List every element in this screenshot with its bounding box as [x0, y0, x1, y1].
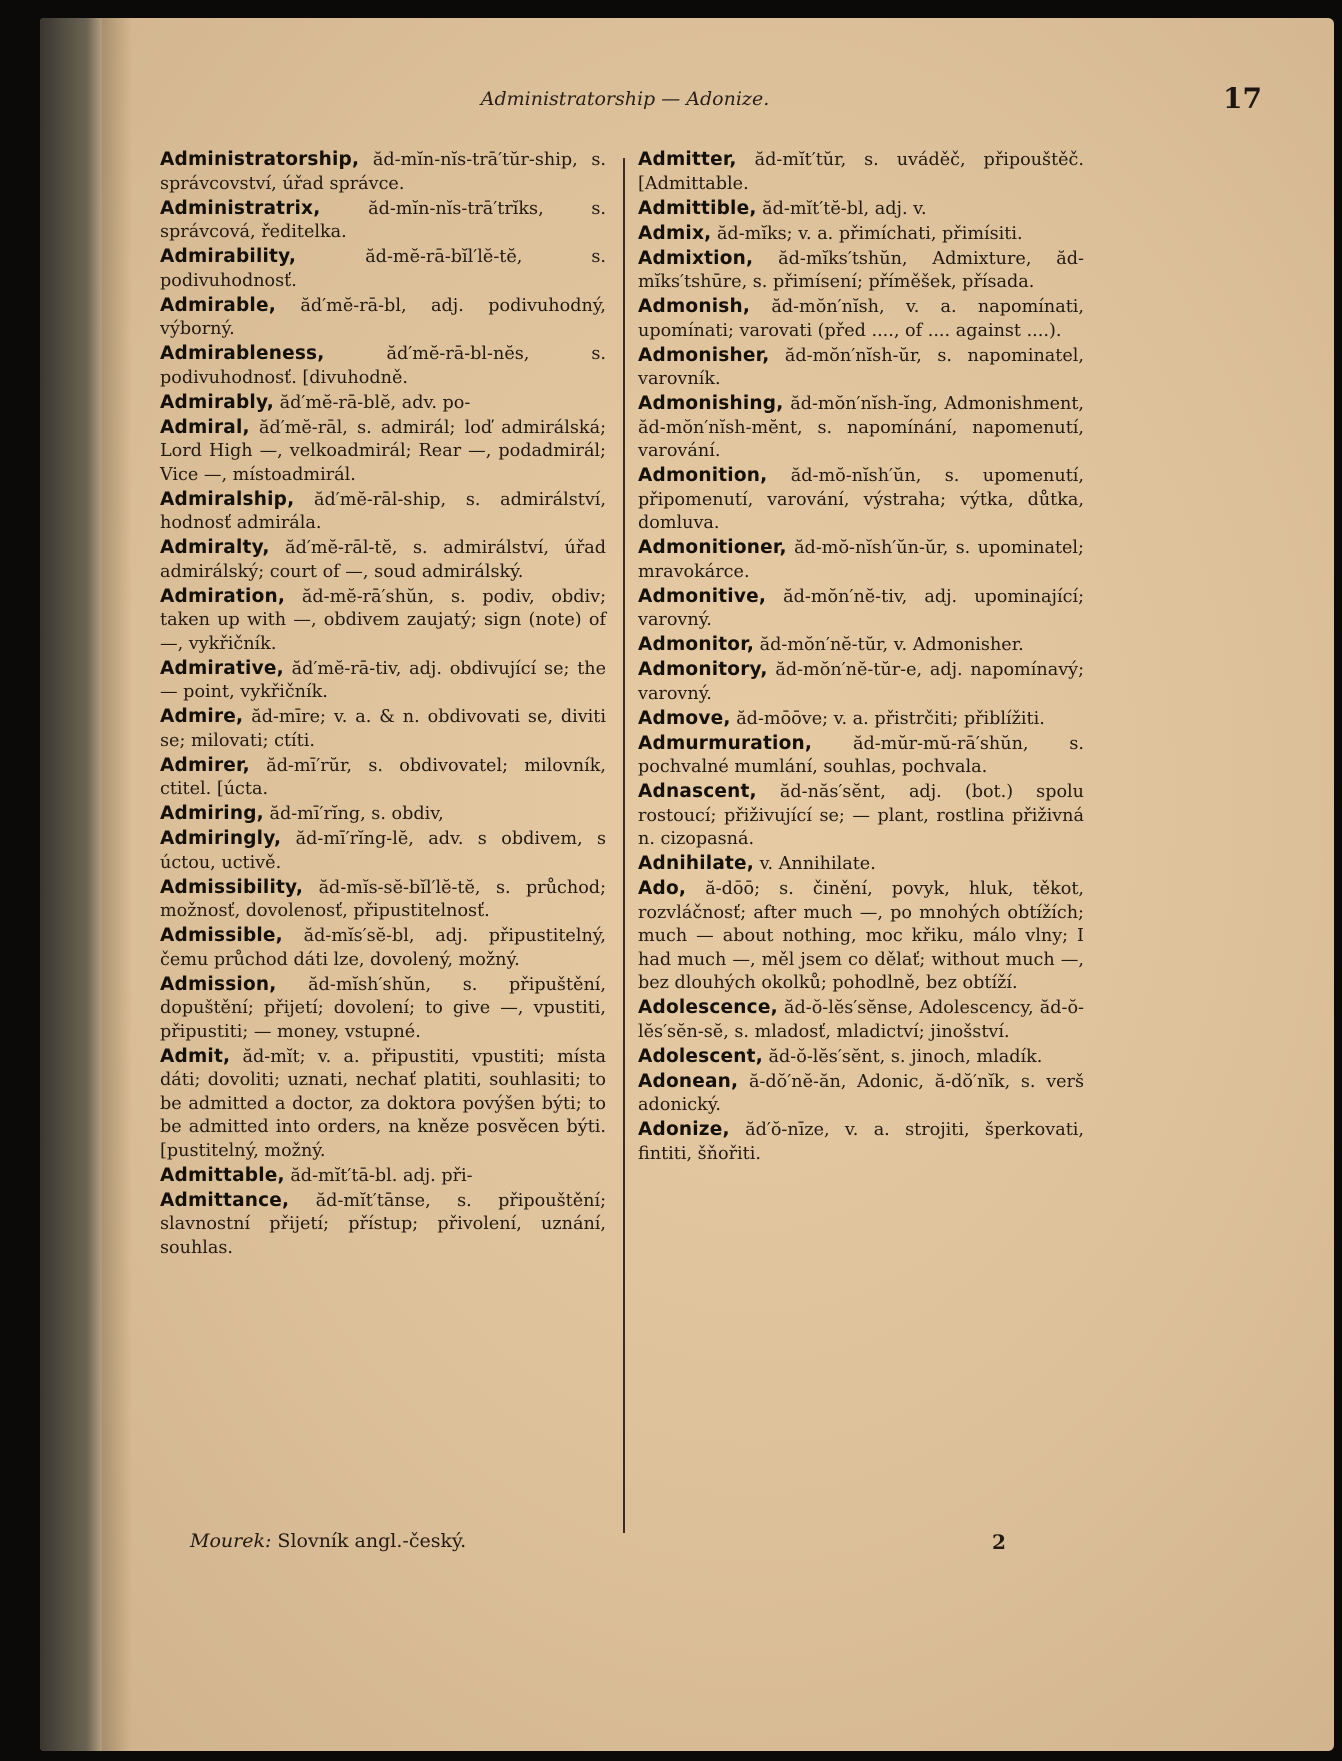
entry-headword: Admiring,: [160, 803, 264, 824]
dictionary-entry: [638, 222, 1084, 247]
dictionary-entry: [638, 344, 1084, 392]
dictionary-entry: [160, 876, 606, 924]
entry-headword: Adolescent,: [638, 1045, 763, 1067]
running-head: Administratorship — Adonize.: [480, 88, 770, 110]
entry-definition: ăd-mĭs′sĕ-bl, adj. připustitelný, čemu průchod dáti lze, dovolený, možný.: [160, 926, 606, 970]
dictionary-entry: [638, 1118, 1084, 1166]
entry-headword: Admire,: [160, 706, 244, 727]
dictionary-entry: [160, 245, 606, 293]
entry-definition: ăd-mŏn′nĭsh-ĭng, Admonishment, ăd-mŏn′nĭsh-mĕnt, s. napomínání, napomenutí, varování.: [638, 394, 1084, 461]
gutter-shadow: [102, 18, 132, 1751]
dictionary-entry: [160, 391, 606, 416]
right-column: [638, 148, 1084, 1167]
dictionary-entry: [160, 342, 606, 390]
entry-definition: ăd′mĕ-rā-bl-nĕs, s. podivuhodnosť. [divuhodně.: [160, 344, 607, 388]
entry-definition: ăd′mĕ-rāl, s. admirál; loď admirálská; Lord High —, velkoadmirál; Rear —, podadmirál; Vice —, místoadmirál.: [160, 417, 606, 485]
entry-definition: ăd-mŏn′nĕ-tŭr, v. Admonisher.: [759, 635, 1024, 655]
entry-headword: Admitter,: [638, 149, 737, 170]
entry-definition: ăd-mĭn-nĭs-trā′tŭr-ship, s. správcovství, úřad správce.: [160, 150, 606, 194]
entry-definition: ăd-mĭks′tshŭn, Admixture, ăd-mĭks′tshūre, s. přimísení; příměšek, přísada.: [638, 248, 1085, 292]
entry-definition: ăd-mōōve; v. a. přistrčiti; přiblížiti.: [736, 708, 1045, 729]
footer-signature-line: [190, 1530, 466, 1552]
signature-mark: 2: [992, 1530, 1006, 1554]
entry-definition: ăd-mŭr-mŭ-rā′shŭn, s. pochvalné mumlání, souhlas, pochvala.: [638, 733, 1084, 777]
entry-definition: ăd-mŏn′nĕ-tiv, adj. upominající; varovný.: [638, 586, 1084, 630]
entry-headword: Admittance,: [160, 1189, 290, 1211]
entry-headword: Ado,: [638, 878, 687, 899]
entry-headword: Admirableness,: [160, 343, 325, 364]
entry-headword: Admission,: [160, 973, 277, 995]
entry-headword: Administratrix,: [160, 197, 321, 219]
entry-headword: Admiralship,: [160, 488, 295, 510]
entry-definition: ăd-mīre; v. a. & n. obdivovati se, diviti se; milovati; ctíti.: [160, 707, 607, 751]
entry-definition: ăd-mĭt′tŭr, s. uváděč, připouštěč. [Admittable.: [638, 150, 1085, 194]
dictionary-entry: [160, 827, 606, 875]
dictionary-entry: [160, 1189, 606, 1261]
entry-definition: ăd-ŏ-lĕs′sĕnse, Adolescency, ăd-ŏ-lĕs′sĕn-sĕ, s. mladosť, mladictví; jinošství.: [638, 998, 1085, 1042]
entry-definition: ăd-ŏ-lĕs′sĕnt, s. jinoch, mladík.: [768, 1046, 1043, 1067]
footer-title: Slovník angl.-český.: [277, 1530, 467, 1552]
entry-headword: Adolescence,: [638, 997, 778, 1018]
book-binding: [40, 18, 102, 1751]
entry-definition: ăd-mĭks; v. a. přimíchati, přimísiti.: [716, 223, 1023, 244]
dictionary-entry: [638, 633, 1084, 658]
dictionary-entry: [160, 973, 606, 1045]
entry-definition: ăd′mĕ-rāl-tĕ, s. admirálství, úřad admirálský; court of —, soud admirálský.: [160, 538, 607, 582]
entry-headword: Admonisher,: [638, 344, 770, 366]
entry-headword: Admonition,: [638, 465, 768, 486]
entry-definition: ăd-mī′rŭr, s. obdivovatel; milovník, ctitel. [úcta.: [160, 755, 606, 799]
dictionary-entry: [160, 705, 606, 753]
entry-definition: ăd′mĕ-rā-tiv, adj. obdivující se; the — point, vykřičník.: [160, 658, 607, 702]
entry-headword: Admurmuration,: [638, 732, 813, 754]
entry-headword: Admissible,: [160, 925, 283, 946]
dictionary-entry: [638, 852, 1084, 877]
dictionary-entry: [638, 658, 1084, 706]
entry-definition: ă-dōō; s. činění, povyk, hluk, těkot, rozvláčnosť; after much —, po mnohých obtížích; much — about nothing, moc křiku, málo vlny; I had much —, měl jsem co dělať; without much —, bez dlouhých okolků; pohodlně, bez obtíží.: [638, 879, 1084, 993]
entry-definition: ăd-mĭt′tā-bl. adj. při-: [290, 1165, 473, 1186]
entry-headword: Admiration,: [160, 585, 286, 607]
dictionary-entry: [638, 877, 1084, 996]
entry-definition: ăd-mī′rĭng-lĕ, adv. s obdivem, s úctou, uctivě.: [160, 829, 607, 873]
dictionary-entry: [638, 247, 1084, 295]
entry-headword: Admonish,: [638, 296, 751, 317]
dictionary-entry: [160, 148, 606, 196]
dictionary-entry: [160, 294, 606, 342]
dictionary-entry: [160, 536, 606, 584]
entry-headword: Admonitive,: [638, 585, 767, 607]
entry-definition: ăd-mŏn′nĭsh-ŭr, s. napominatel, varovník.: [638, 345, 1084, 389]
entry-definition: ăd′mĕ-rā-blĕ, adv. po-: [279, 392, 471, 413]
entry-headword: Adnihilate,: [638, 853, 755, 874]
entry-definition: ăd-mĕ-rā-bĭl′lĕ-tĕ, s. podivuhodnosť.: [160, 247, 606, 291]
dictionary-entry: [638, 707, 1084, 732]
entry-headword: Adonean,: [638, 1070, 739, 1092]
entry-headword: Adnascent,: [638, 781, 757, 802]
dictionary-entry: [638, 1045, 1084, 1070]
entry-headword: Admiral,: [160, 416, 250, 438]
entry-headword: Admissibility,: [160, 876, 304, 898]
entry-definition: ăd-mŏ-nĭsh′ŭn-ŭr, s. upominatel; mravokárce.: [638, 538, 1084, 582]
dictionary-entry: [638, 295, 1084, 343]
dictionary-entry: [160, 657, 606, 705]
entry-headword: Admonitioner,: [638, 537, 787, 558]
entry-headword: Admirably,: [160, 391, 275, 413]
column-divider: [623, 158, 625, 1533]
entry-headword: Admit,: [160, 1045, 231, 1067]
entry-headword: Admiralty,: [160, 537, 270, 558]
entry-definition: ăd′mĕ-rā-bl, adj. podivuhodný, výborný.: [160, 295, 606, 339]
entry-definition: ăd-mŏ-nĭsh′ŭn, s. upomenutí, připomenutí, varování, výstraha; výtka, důtka, domluva.: [638, 466, 1084, 533]
entry-headword: Admittable,: [160, 1164, 285, 1186]
dictionary-entry: [638, 996, 1084, 1044]
dictionary-entry: [160, 754, 606, 802]
page-number: 17: [1223, 82, 1262, 115]
entry-definition: ăd-năs′sĕnt, adj. (bot.) spolu rostoucí; přiživující se; — plant, rostlina přiživná n. cizopasná.: [638, 782, 1085, 849]
entry-headword: Admix,: [638, 222, 712, 244]
entry-headword: Admirability,: [160, 246, 297, 267]
entry-headword: Admirable,: [160, 294, 276, 316]
entry-headword: Admiringly,: [160, 828, 282, 849]
dictionary-entry: [638, 536, 1084, 584]
dictionary-entry: [160, 488, 606, 536]
entry-definition: ă-dŏ′nĕ-ăn, Adonic, ă-dŏ′nĭk, s. verš adonický.: [638, 1071, 1084, 1115]
dictionary-entry: [160, 1045, 606, 1164]
entry-definition: ăd-mĭn-nĭs-trā′trĭks, s. správcová, ředitelka.: [160, 198, 606, 242]
entry-headword: Admove,: [638, 707, 731, 729]
entry-definition: ăd-mĕ-rā′shŭn, s. podiv, obdiv; taken up with —, obdivem zaujatý; sign (note) of —, vykřičník.: [160, 586, 606, 654]
dictionary-entry: [638, 392, 1084, 464]
left-column: [160, 148, 606, 1261]
dictionary-entry: [160, 197, 606, 245]
entry-definition: ăd-mĭsh′shŭn, s. připuštění, dopuštění; přijetí; dovolení; to give —, vpustiti, připustiti; — money, vstupné.: [160, 974, 606, 1042]
dictionary-entry: [160, 802, 606, 827]
entry-definition: ăd′mĕ-rāl-ship, s. admirálství, hodnosť admirála.: [160, 489, 606, 533]
entry-headword: Admirer,: [160, 754, 250, 776]
dictionary-entry: [638, 464, 1084, 536]
dictionary-entry: [160, 924, 606, 972]
entry-headword: Adonize,: [638, 1119, 730, 1140]
book-page: [40, 18, 1334, 1751]
dictionary-entry: [638, 732, 1084, 780]
dictionary-entry: [638, 148, 1084, 196]
entry-definition: ăd-mī′rĭng, s. obdiv,: [269, 804, 444, 824]
dictionary-entry: [638, 197, 1084, 222]
entry-headword: Admonitory,: [638, 659, 768, 680]
entry-definition: v. Annihilate.: [759, 854, 876, 874]
dictionary-entry: [160, 416, 606, 488]
entry-headword: Admirative,: [160, 657, 284, 679]
dictionary-entry: [160, 585, 606, 657]
dictionary-entry: [638, 780, 1084, 852]
entry-definition: ăd-mŏn′nĭsh, v. a. napomínati, upomínati; varovati (před ...., of .... against ....).: [638, 297, 1085, 341]
footer-author: Mourek:: [190, 1530, 272, 1552]
dictionary-entry: [160, 1164, 606, 1189]
entry-headword: Admixtion,: [638, 247, 754, 269]
entry-definition: ăd-mĭt; v. a. připustiti, vpustiti; místa dáti; dovoliti; uznati, nechať platiti, souhlasiti; to be admitted a doctor, za doktora povýšen býti; to be admitted into orders, na kněze posvěcen býti. [pustitelný, možný.: [160, 1046, 607, 1161]
entry-definition: ăd-mĭt′tĕ-bl, adj. v.: [762, 198, 927, 219]
entry-headword: Admittible,: [638, 197, 757, 219]
entry-headword: Admonishing,: [638, 393, 784, 414]
entry-headword: Admonitor,: [638, 634, 755, 655]
dictionary-entry: [638, 1070, 1084, 1118]
dictionary-entry: [638, 585, 1084, 633]
entry-definition: ăd-mŏn′nĕ-tŭr-e, adj. napomínavý; varovný.: [638, 660, 1084, 704]
entry-definition: ăd-mĭs-sĕ-bĭl′lĕ-tĕ, s. průchod; možnosť, dovolenosť, připustitelnosť.: [160, 877, 606, 921]
entry-definition: ăd′ŏ-nīze, v. a. strojiti, šperkovati, fintiti, šňořiti.: [638, 1120, 1084, 1164]
entry-headword: Administratorship,: [160, 149, 360, 170]
entry-definition: ăd-mĭt′tānse, s. připouštění; slavnostní přijetí; přístup; přivolení, uznání, souhlas.: [160, 1190, 607, 1258]
